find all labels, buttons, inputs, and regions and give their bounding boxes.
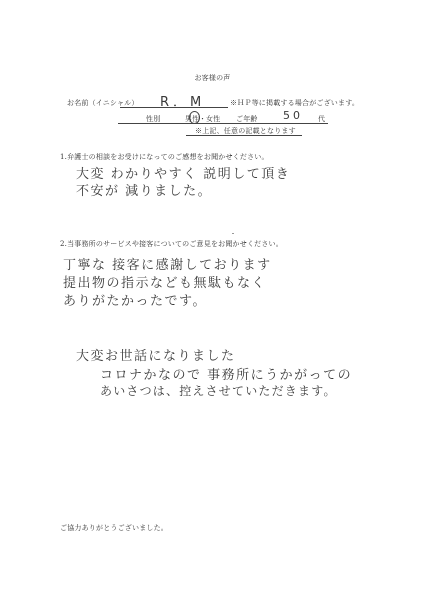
answer-2-line-2: 提出物の指示なども無駄もなく (63, 276, 267, 291)
answer-2-line-5: コロナかなので 事務所にうかがっての (100, 368, 353, 383)
gender-separator: ・ (199, 115, 207, 123)
answer-2-line-1: 丁寧な 接客に感謝しております (63, 258, 272, 273)
answer-1-line-2: 不安が 減りました。 (76, 184, 213, 199)
name-underline (120, 107, 228, 108)
optional-note-underline (186, 135, 302, 136)
age-unit: 代 (318, 115, 326, 123)
thanks-message: ご協力ありがとうございました。 (60, 524, 168, 532)
answer-1-line-1: 大変 わかりやすく 説明して頂き (76, 167, 291, 182)
question-2: 2.当事務所のサービスや接客についてのご意見をお聞かせください。 (60, 240, 283, 248)
name-label: お名前（イニシャル） (67, 99, 139, 107)
answer-2-line-3: ありがたかったです。 (63, 294, 207, 309)
answer-2-line-6: あいさつは、控えさせていただきます。 (100, 384, 337, 398)
optional-note: ※上記、任意の記載となります (195, 127, 296, 135)
gender-female: 女性 (206, 115, 221, 123)
stray-mark (232, 233, 234, 234)
age-label: ご年齢 (236, 115, 258, 123)
gender-male: 男性 (185, 115, 200, 123)
question-1: 1.弁護士の相談をお受けになってのご感想をお聞かせください。 (60, 153, 269, 161)
age-value: 50 (283, 109, 303, 122)
name-value: R．M (160, 95, 206, 110)
gender-label: 性別 (146, 115, 161, 123)
age-underline (228, 123, 328, 124)
hp-note: ※ＨＰ等に掲載する場合がございます。 (230, 99, 360, 107)
answer-2-line-4: 大変お世話になりました (76, 349, 236, 364)
page-title: お客様の声 (194, 74, 231, 82)
